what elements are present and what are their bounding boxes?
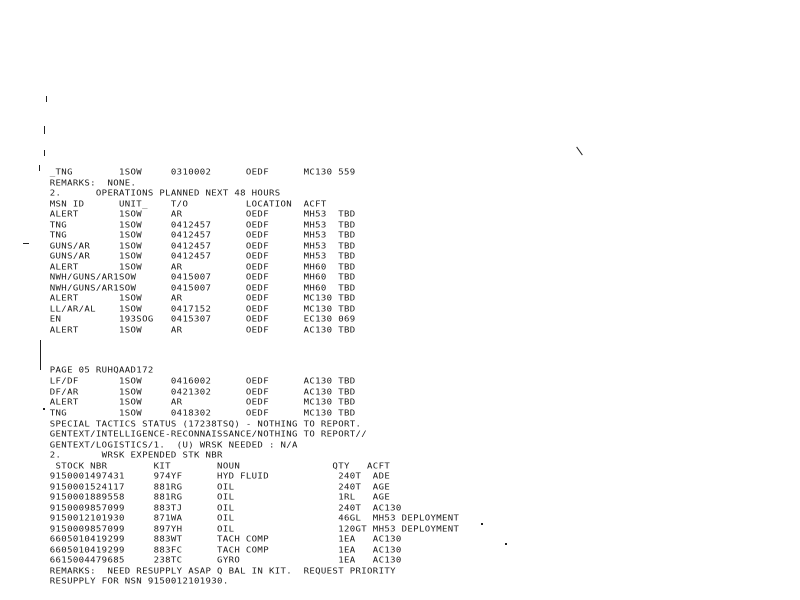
block2-line: 6605010419299 883WT TACH COMP 1EA AC130 (44, 535, 402, 545)
block1-line: MSN ID UNIT_ T/O LOCATION ACFT (44, 200, 327, 210)
block2-line: REMARKS: NEED RESUPPLY ASAP Q BAL IN KIT. REQUEST PRIORITY (44, 567, 396, 577)
scan-speck (44, 126, 45, 134)
block2-line: PAGE 05 RUHQAAD172 (44, 366, 154, 376)
block1-line: LL/AR/AL 1SOW 0417152 OEDF MC130 TBD (44, 305, 356, 315)
block2-line: STOCK NBR KIT NOUN QTY ACFT (44, 462, 391, 472)
block1-line: EN 193SOG 0415307 OEDF EC130 069 (44, 315, 356, 325)
block2-line: GENTEXT/LOGISTICS/1. (U) WRSK NEEDED : N/A (44, 441, 298, 451)
block2-line: TNG 1SOW 0418302 OEDF MC130 TBD (44, 409, 356, 419)
block1-line: TNG 1SOW 0412457 OEDF MH53 TBD (44, 221, 356, 231)
block1-line: NWH/GUNS/AR1SOW 0415007 OEDF MH60 TBD (44, 284, 356, 294)
block1-line: GUNS/AR 1SOW 0412457 OEDF MH53 TBD (44, 252, 356, 262)
block2-line: 9150001889558 881RG OIL 1RL AGE (44, 493, 391, 503)
block2-line: GENTEXT/INTELLIGENCE-RECONNAISSANCE/NOTHING TO REPORT// (44, 430, 368, 440)
block2-line: 9150001497431 974YF HYD FLUID 240T ADE (44, 472, 391, 482)
scan-speck (44, 150, 45, 156)
block1-line: NWH/GUNS/AR1SOW 0415007 OEDF MH60 TBD (44, 273, 356, 283)
block1-line: ALERT 1SOW AR OEDF MH53 TBD (44, 210, 356, 220)
scan-speck (23, 243, 29, 244)
block1-line: TNG 1SOW 0412457 OEDF MH53 TBD (44, 231, 356, 241)
block2-line: 9150009857099 883TJ OIL 240T AC130 (44, 504, 402, 514)
block2-line: RESUPPLY FOR NSN 9150012101930. (44, 577, 229, 587)
block1-line: _TNG 1SOW 0310002 OEDF MC130 559 (44, 168, 356, 178)
block1-line: ALERT 1SOW AR OEDF MH60 TBD (44, 263, 356, 273)
block1-line: 2. OPERATIONS PLANNED NEXT 48 HOURS (44, 189, 281, 199)
block1-line: REMARKS: NONE. (44, 179, 137, 189)
scan-speck (481, 523, 483, 525)
block2-line: ALERT 1SOW AR OEDF MC130 TBD (44, 398, 356, 408)
scan-speck (46, 96, 47, 102)
block2-line: SPECIAL TACTICS STATUS (17238TSQ) - NOTHING TO REPORT. (44, 420, 362, 430)
block2-line: 9150001524117 881RG OIL 240T AGE (44, 483, 391, 493)
scan-speck (505, 543, 507, 545)
block2-line: 9150012101930 871WA OIL 46GL MH53 DEPLOYMENT (44, 514, 460, 524)
block2-line: 6615004479685 238TC GYRO 1EA AC130 (44, 556, 402, 566)
block2-line: 6605010419299 883FC TACH COMP 1EA AC130 (44, 546, 402, 556)
block2-line: DF/AR 1SOW 0421302 OEDF AC130 TBD (44, 388, 356, 398)
block2-line: LF/DF 1SOW 0416002 OEDF AC130 TBD (44, 377, 356, 387)
block1-line: ALERT 1SOW AR OEDF AC130 TBD (44, 326, 356, 336)
scan-speck (576, 147, 583, 156)
block2-line: 9150009857099 897YH OIL 120GT MH53 DEPLOYMENT (44, 525, 460, 535)
block2-line: 2. WRSK EXPENDED STK NBR (44, 451, 223, 461)
scan-speck (39, 165, 40, 171)
scan-speck (40, 340, 41, 370)
block1-line: ALERT 1SOW AR OEDF MC130 TBD (44, 294, 356, 304)
block1-line: GUNS/AR 1SOW 0412457 OEDF MH53 TBD (44, 242, 356, 252)
